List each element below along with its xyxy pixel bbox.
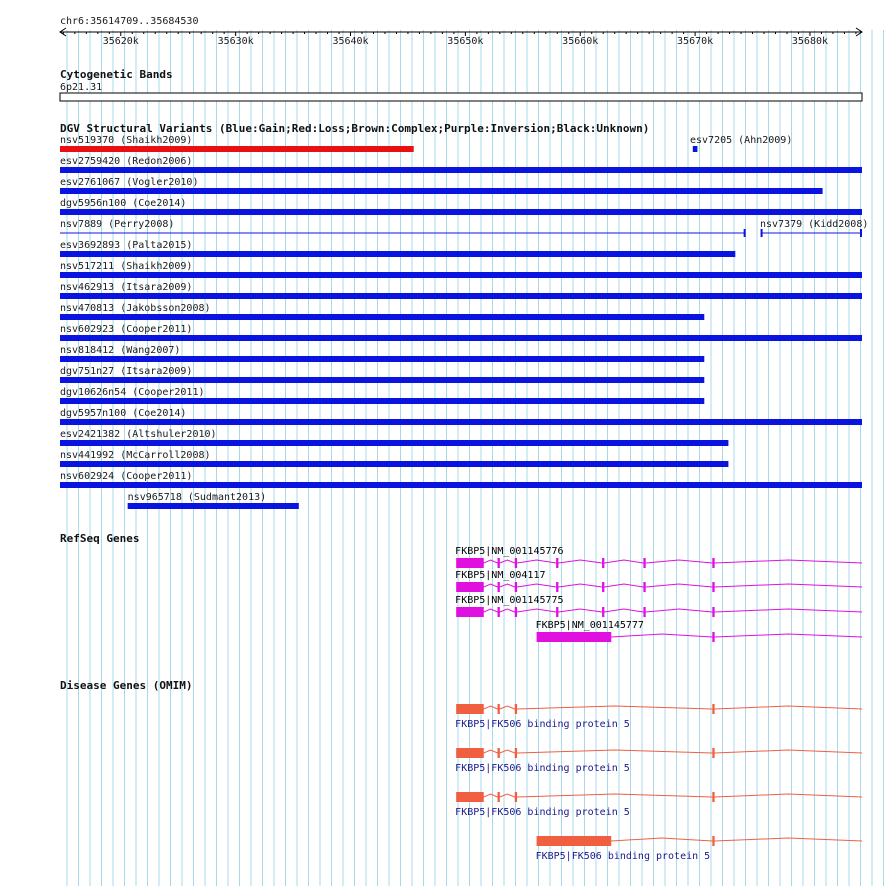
omim-exon[interactable] [515, 748, 517, 758]
refseq-exon[interactable] [602, 582, 604, 592]
dgv-features[interactable] [60, 135, 868, 509]
dgv-variant-bar[interactable] [60, 335, 862, 341]
omim-exon[interactable] [712, 748, 714, 758]
dgv-variant-label: nsv470813 (Jakobsson2008) [60, 303, 211, 314]
dgv-variant-label: esv2759420 (Redon2006) [60, 156, 193, 167]
dgv-variant-bar[interactable] [60, 188, 823, 194]
refseq-exon[interactable] [643, 607, 645, 617]
region-label: chr6:35614709..35684530 [60, 16, 199, 27]
dgv-variant-bar[interactable] [60, 251, 735, 257]
refseq-gene-label[interactable]: FKBP5|NM_001145775 [455, 595, 564, 606]
refseq-exon[interactable] [498, 558, 500, 568]
refseq-exon[interactable] [537, 632, 612, 642]
refseq-exon[interactable] [498, 607, 500, 617]
dgv-variant-label: nsv441992 (McCarroll2008) [60, 450, 211, 461]
dgv-variant-bar[interactable] [60, 167, 862, 173]
refseq-exon[interactable] [456, 607, 484, 617]
refseq-exon[interactable] [556, 607, 558, 617]
dgv-variant-bar[interactable] [60, 314, 704, 320]
cytoband-title: Cytogenetic Bands [60, 68, 173, 81]
refseq-gene-label[interactable]: FKBP5|NM_001145776 [455, 546, 564, 557]
refseq-exon[interactable] [556, 582, 558, 592]
dgv-variant-label: nsv517211 (Shaikh2009) [60, 261, 193, 272]
refseq-exon[interactable] [602, 558, 604, 568]
omim-exon[interactable] [456, 792, 484, 802]
dgv-title: DGV Structural Variants (Blue:Gain;Red:Loss;Brown:Complex;Purple:Inversion;Black:Unknown) [60, 122, 650, 135]
dgv-variant-bar[interactable] [60, 461, 728, 467]
dgv-variant-label: nsv818412 (Wang2007) [60, 345, 181, 356]
omim-exon[interactable] [456, 748, 484, 758]
omim-exon[interactable] [537, 836, 612, 846]
ruler-tick-label: 35670k [677, 36, 714, 47]
omim-gene-label[interactable]: FKBP5|FK506 binding protein 5 [535, 851, 711, 862]
refseq-track[interactable] [60, 532, 862, 642]
ruler-tick-label: 35660k [562, 36, 599, 47]
dgv-variant-label: nsv602924 (Cooper2011) [60, 471, 193, 482]
dgv-variant-bar[interactable] [60, 146, 414, 152]
refseq-exon[interactable] [456, 582, 484, 592]
dgv-variant-bar[interactable] [60, 356, 704, 362]
dgv-variant-label: nsv7889 (Perry2008) [60, 219, 175, 230]
dgv-variant-label: esv7205 (Ahn2009) [690, 135, 793, 146]
refseq-exon[interactable] [712, 632, 714, 642]
ruler-tick-label: 35620k [102, 36, 139, 47]
refseq-exon[interactable] [498, 582, 500, 592]
dgv-variant-bar[interactable] [693, 146, 698, 152]
refseq-title: RefSeq Genes [60, 532, 140, 545]
dgv-variant-label: nsv519370 (Shaikh2009) [60, 135, 193, 146]
dgv-variant-bar[interactable] [60, 398, 704, 404]
dgv-variant-label: dgv10626n54 (Cooper2011) [60, 387, 205, 398]
refseq-gene-label[interactable]: FKBP5|NM_004117 [455, 570, 546, 581]
refseq-exon[interactable] [456, 558, 484, 568]
omim-title: Disease Genes (OMIM) [60, 679, 193, 692]
ruler [60, 16, 862, 47]
ruler-tick-label: 35640k [332, 36, 369, 47]
dgv-variant-bar[interactable] [128, 503, 299, 509]
omim-track[interactable] [60, 679, 862, 862]
cytoband-bar[interactable] [60, 93, 862, 101]
omim-gene-label[interactable]: FKBP5|FK506 binding protein 5 [455, 719, 630, 730]
dgv-variant-bar[interactable] [60, 209, 862, 215]
dgv-variant-label: nsv7379 (Kidd2008) [760, 219, 869, 230]
refseq-exon[interactable] [515, 558, 517, 568]
dgv-variant-label: esv2761067 (Vogler2010) [60, 177, 199, 188]
dgv-variant-label: dgv5957n100 (Coe2014) [60, 408, 187, 419]
omim-exon[interactable] [712, 704, 714, 714]
omim-gene-label[interactable]: FKBP5|FK506 binding protein 5 [455, 763, 630, 774]
omim-exon[interactable] [712, 792, 714, 802]
refseq-exon[interactable] [712, 558, 714, 568]
dgv-variant-bar[interactable] [60, 440, 728, 446]
dgv-variant-bar[interactable] [60, 272, 862, 278]
ruler-tick-label: 35680k [791, 36, 829, 47]
dgv-variant-label: nsv462913 (Itsara2009) [60, 282, 193, 293]
refseq-exon[interactable] [556, 558, 558, 568]
dgv-variant-label: dgv751n27 (Itsara2009) [60, 366, 193, 377]
refseq-exon[interactable] [643, 582, 645, 592]
omim-exon[interactable] [498, 748, 500, 758]
dgv-variant-label: esv3692893 (Palta2015) [60, 240, 193, 251]
cytoband-track[interactable] [60, 68, 862, 101]
refseq-exon[interactable] [643, 558, 645, 568]
refseq-exon[interactable] [602, 607, 604, 617]
dgv-variant-bar[interactable] [60, 419, 862, 425]
omim-features[interactable] [455, 704, 862, 862]
omim-exon[interactable] [456, 704, 484, 714]
omim-exon[interactable] [515, 792, 517, 802]
refseq-exon[interactable] [712, 582, 714, 592]
omim-exon[interactable] [498, 704, 500, 714]
dgv-variant-label: nsv602923 (Cooper2011) [60, 324, 193, 335]
refseq-gene-label[interactable]: FKBP5|NM_001145777 [535, 620, 644, 631]
cytoband-label: 6p21.31 [60, 82, 103, 93]
omim-exon[interactable] [712, 836, 714, 846]
dgv-variant-label: esv2421382 (Altshuler2010) [60, 429, 217, 440]
omim-gene-label[interactable]: FKBP5|FK506 binding protein 5 [455, 807, 630, 818]
dgv-variant-bar[interactable] [60, 482, 862, 488]
dgv-variant-label: nsv965718 (Sudmant2013) [127, 492, 267, 503]
dgv-variant-bar[interactable] [60, 377, 704, 383]
omim-exon[interactable] [515, 704, 517, 714]
refseq-exon[interactable] [515, 582, 517, 592]
dgv-variant-bar[interactable] [60, 293, 862, 299]
ruler-tick-label: 35630k [217, 36, 254, 47]
ruler-tick-label: 35650k [447, 36, 484, 47]
dgv-track[interactable] [60, 122, 868, 509]
refseq-exon[interactable] [515, 607, 517, 617]
refseq-features[interactable] [455, 546, 862, 642]
dgv-variant-label: dgv5956n100 (Coe2014) [60, 198, 187, 209]
omim-exon[interactable] [498, 792, 500, 802]
refseq-exon[interactable] [712, 607, 714, 617]
